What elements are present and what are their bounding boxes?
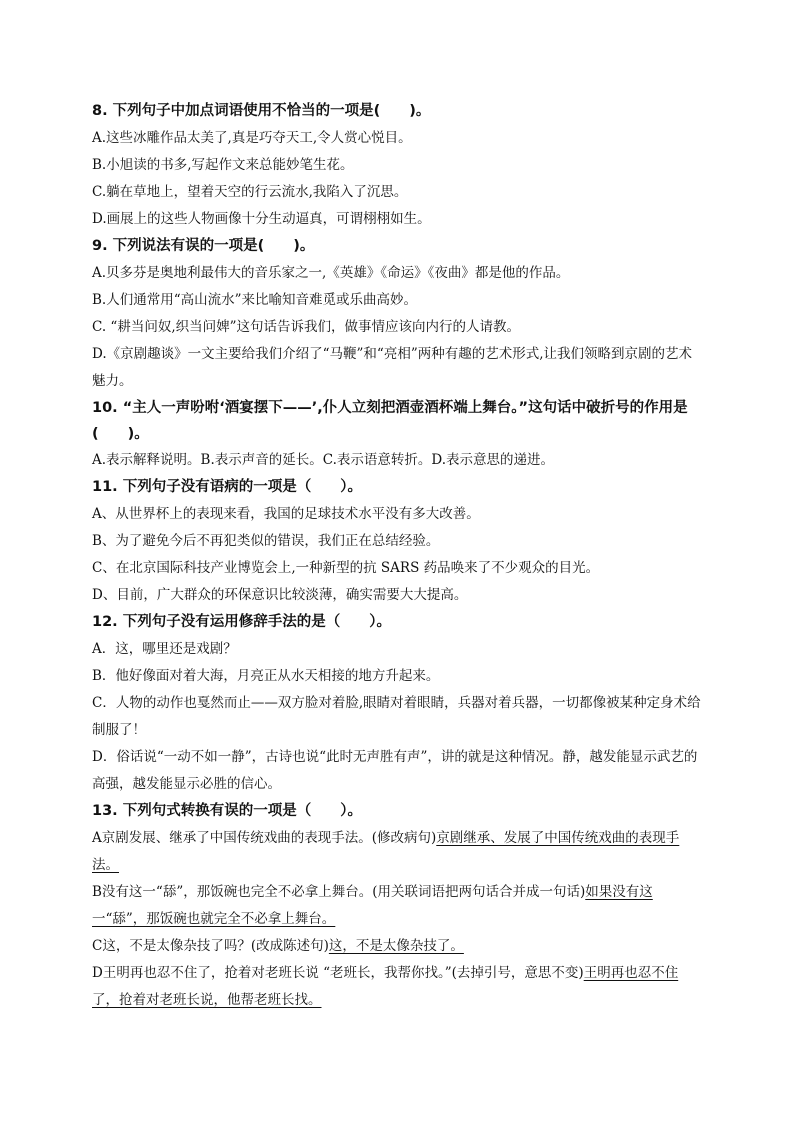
- question-13: [92, 798, 704, 1014]
- option-a: A．这，哪里还是戏剧？: [92, 641, 237, 657]
- item-text: D王明再也忍不住了，抢着对老班长说 “老班长，我帮你找。”(去掉引号，意思不变): [92, 965, 584, 981]
- option-a: A、从世界杯上的表现来看，我国的足球技术水平没有多大改善。: [92, 506, 480, 522]
- item-answer: 这，不是太像杂技了。: [328, 938, 464, 954]
- option-c: C．人物的动作也戛然而止——双方脸对着脸,眼睛对着眼睛，兵器对着兵器，一切都像被某种定身术给制服了！: [92, 695, 701, 738]
- option-c: C、在北京国际科技产业博览会上,一种新型的抗 SARS 药品唤来了不少观众的目光。: [92, 560, 600, 576]
- option-a: A.贝多芬是奥地利最伟大的音乐家之一,《英雄》《命运》《夜曲》都是他的作品。: [92, 265, 570, 281]
- question-8: [92, 98, 704, 233]
- option-c: C. “耕当问奴,织当问婢”这句话告诉我们，做事情应该向内行的人请教。: [92, 319, 521, 335]
- option-c: C.躺在草地上，望着天空的行云流水,我陷入了沉思。: [92, 184, 408, 200]
- question-11: [92, 474, 704, 609]
- item-answer: 如果没有这一“舔”，那饭碗也就完全不必拿上舞台。: [92, 884, 653, 927]
- option-b: B.小旭读的书多,写起作文来总能妙笔生花。: [92, 157, 354, 173]
- question-stem: 11. 下列句子没有语病的一项是（ ）。: [92, 479, 362, 495]
- option-b: B．他好像面对着大海，月亮正从水天相接的地方升起来。: [92, 668, 440, 684]
- question-stem: 13. 下列句式转换有误的一项是（ ）。: [92, 803, 362, 819]
- question-10: [92, 395, 704, 474]
- options-line: A.表示解释说明。B.表示声音的延长。C.表示语意转折。D.表示意思的递进。: [92, 452, 555, 468]
- item-answer: 王明再也忍不住了，抢着对老班长说，他帮老班长找。: [92, 965, 679, 1008]
- option-d: D.《京剧趣谈》一文主要给我们介绍了“马鞭”和“亮相”两种有趣的艺术形式,让我们领略到京剧的艺术魅力。: [92, 346, 693, 389]
- item-d: [92, 960, 704, 1014]
- question-12: [92, 609, 704, 798]
- item-answer: 京剧继承、发展了中国传统戏曲的表现手法。: [92, 830, 680, 873]
- option-a: A.这些冰雕作品太美了,真是巧夺天工,令人赏心悦目。: [92, 130, 412, 146]
- item-text: A京剧发展、继承了中国传统戏曲的表现手法。(修改病句): [92, 830, 437, 846]
- option-b: B、为了避免今后不再犯类似的错误，我们正在总结经验。: [92, 533, 440, 549]
- item-text: C这，不是太像杂技了吗？(改成陈述句): [92, 938, 329, 954]
- item-b: [92, 879, 704, 933]
- item-text: B没有这一“舔”，那饭碗也完全不必拿上舞台。(用关联词语把两句话合并成一句话): [92, 884, 586, 900]
- question-stem: 8. 下列句子中加点词语使用不恰当的一项是( )。: [92, 103, 431, 119]
- option-b: B.人们通常用“高山流水”来比喻知音难觅或乐曲高妙。: [92, 292, 418, 308]
- question-stem: 10. “主人一声吩咐‘酒宴摆下——’,仆人立刻把酒壶酒杯端上舞台。”这句话中破折号的作用是( )。: [92, 400, 688, 442]
- worksheet: [92, 98, 704, 1014]
- question-9: [92, 233, 704, 395]
- question-stem: 9. 下列说法有误的一项是( )。: [92, 238, 315, 254]
- item-c: [92, 933, 704, 960]
- option-d: D、目前，广大群众的环保意识比较淡薄，确实需要大大提高。: [92, 587, 468, 603]
- option-d: D．俗话说“一动不如一静”，古诗也说“此时无声胜有声”，讲的就是这种情况。静，越发能显示武艺的高强，越发能显示必胜的信心。: [92, 749, 698, 792]
- item-a: [92, 825, 704, 879]
- option-d: D.画展上的这些人物画像十分生动逼真，可谓栩栩如生。: [92, 211, 431, 227]
- question-stem: 12. 下列句子没有运用修辞手法的是（ ）。: [92, 614, 391, 630]
